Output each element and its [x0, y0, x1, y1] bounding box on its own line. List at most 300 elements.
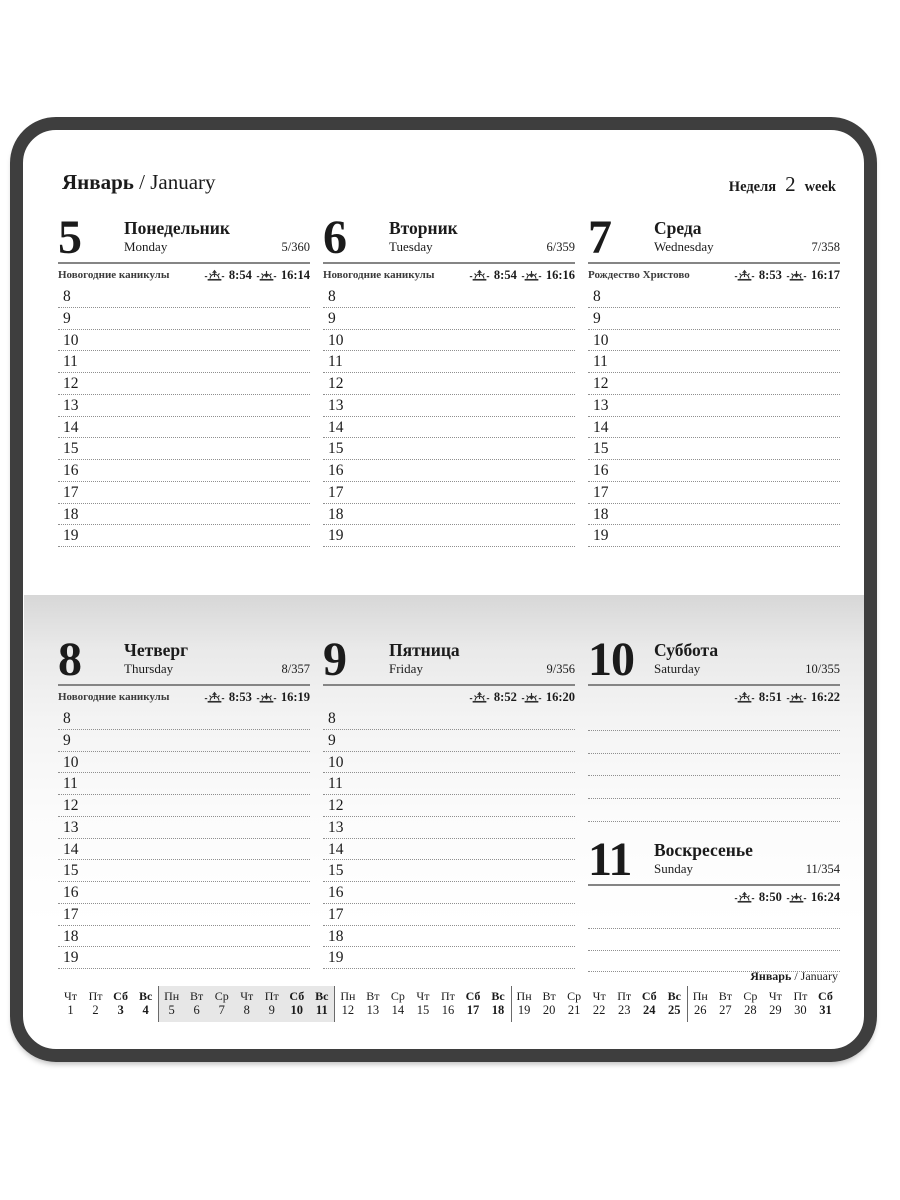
hour-label: 9 — [328, 731, 336, 749]
mini-calendar-day-28 — [738, 986, 763, 1022]
day-name-ru: Среда — [654, 218, 702, 238]
hour-row — [58, 308, 310, 330]
hour-label: 16 — [328, 462, 344, 479]
sun-times — [734, 268, 840, 283]
hour-label: 19 — [328, 949, 344, 967]
mini-calendar-dow: Чт — [416, 989, 430, 1003]
mini-calendar-date: 20 — [542, 1003, 556, 1017]
hour-label: 13 — [63, 818, 79, 836]
hour-row — [323, 308, 575, 330]
hour-row — [323, 708, 575, 730]
mini-calendar-date: 16 — [441, 1003, 455, 1017]
mini-calendar-day-8 — [234, 986, 259, 1022]
hour-label: 15 — [328, 440, 344, 458]
mini-calendar-date: 10 — [290, 1003, 304, 1017]
hour-label: 10 — [328, 753, 344, 771]
mini-calendar-dow: Вс — [315, 989, 329, 1003]
day-of-year-fraction: 8/357 — [281, 662, 310, 677]
hour-label: 15 — [63, 440, 79, 458]
sun-row — [588, 264, 840, 286]
hour-label: 17 — [593, 483, 609, 501]
blank-row — [588, 799, 840, 822]
day-name-en: Sunday — [654, 861, 693, 877]
sun-times — [204, 268, 310, 283]
sunrise-time: 8:51 — [758, 689, 782, 704]
hour-row — [58, 947, 310, 969]
mini-calendar-dow: Сб — [289, 989, 305, 1003]
hour-label: 16 — [63, 462, 79, 479]
day-name-en: Tuesday — [389, 239, 433, 255]
hour-row — [323, 417, 575, 439]
hour-row — [58, 904, 310, 926]
month-header — [62, 170, 216, 195]
mini-calendar-date: 2 — [92, 1003, 99, 1017]
sunset-icon — [256, 690, 277, 704]
day-name-ru: Воскресенье — [654, 840, 753, 860]
hour-label: 9 — [593, 309, 601, 327]
sun-row — [323, 686, 575, 708]
mini-calendar-dow: Пн — [340, 989, 356, 1003]
week-label-ru: Неделя — [728, 179, 777, 195]
mini-calendar-dow: Чт — [768, 989, 782, 1003]
hour-row — [588, 525, 840, 547]
blank-lines — [588, 908, 840, 972]
hour-label: 14 — [328, 418, 344, 436]
sunrise-icon — [204, 690, 225, 704]
hour-row — [58, 795, 310, 817]
hour-row — [58, 438, 310, 460]
hour-row — [323, 438, 575, 460]
mini-calendar-dow: Вт — [366, 989, 380, 1003]
hour-label: 19 — [63, 949, 79, 967]
hour-row — [588, 308, 840, 330]
hour-label: 9 — [63, 309, 71, 327]
holiday-note: Новогодние каникулы — [58, 269, 170, 281]
hour-row — [58, 504, 310, 526]
sunset-time: 16:19 — [280, 689, 310, 704]
day-of-year-fraction: 7/358 — [811, 240, 840, 255]
mini-calendar-day-25 — [662, 986, 688, 1022]
day-of-year-fraction: 5/360 — [281, 240, 310, 255]
hour-label: 19 — [63, 527, 79, 545]
hour-row — [58, 395, 310, 417]
day-name-ru: Вторник — [389, 218, 458, 238]
mini-calendar-dow: Вс — [138, 989, 153, 1003]
hour-label: 12 — [63, 797, 79, 814]
mini-calendar-date: 15 — [416, 1003, 430, 1017]
hour-label: 15 — [63, 862, 79, 880]
mini-calendar-day-13 — [360, 986, 385, 1022]
sun-row — [588, 686, 840, 708]
mini-calendar-day-22 — [587, 986, 612, 1022]
day-name-en: Monday — [124, 239, 168, 255]
hour-lines — [58, 286, 310, 547]
mini-calendar-day-6 — [184, 986, 209, 1022]
hour-row — [58, 752, 310, 774]
sun-times — [734, 890, 840, 905]
hour-row — [588, 395, 840, 417]
mini-calendar-day-11 — [309, 986, 335, 1022]
sunset-icon — [521, 268, 542, 282]
hour-label: 13 — [63, 396, 79, 414]
sun-times — [204, 690, 310, 705]
sunrise-icon — [734, 690, 755, 704]
hour-label: 10 — [328, 331, 344, 349]
day-of-year-fraction: 9/356 — [546, 662, 575, 677]
hour-label: 9 — [328, 309, 336, 327]
hour-label: 11 — [328, 353, 343, 371]
day-name-en: Thursday — [124, 661, 174, 677]
mini-calendar-dow: Чт — [63, 989, 78, 1003]
hour-row — [58, 330, 310, 352]
mini-calendar-date: 11 — [315, 1003, 328, 1017]
hour-row — [323, 860, 575, 882]
hour-row — [58, 926, 310, 948]
day-number: 9 — [323, 633, 346, 686]
hour-label: 17 — [328, 905, 344, 923]
sunset-time: 16:20 — [545, 689, 575, 704]
day-name-en: Friday — [389, 661, 423, 677]
hour-row — [323, 773, 575, 795]
mini-calendar-dow: Пт — [88, 989, 103, 1003]
mini-calendar-date: 25 — [668, 1003, 681, 1017]
hour-label: 18 — [328, 505, 344, 523]
mini-calendar-dow: Ср — [567, 989, 582, 1003]
hour-row — [58, 286, 310, 308]
mini-calendar-strip — [58, 986, 838, 1022]
mini-calendar-date: 24 — [642, 1003, 656, 1017]
day-number: 6 — [323, 211, 346, 264]
mini-calendar-date: 5 — [168, 1003, 175, 1017]
hour-label: 16 — [63, 884, 79, 901]
hour-row — [58, 773, 310, 795]
mini-calendar-day-17 — [461, 986, 486, 1022]
hour-label: 13 — [328, 818, 344, 836]
sunset-icon — [786, 890, 807, 904]
sun-row — [58, 686, 310, 708]
sunrise-icon — [469, 690, 490, 704]
day-of-year-fraction: 11/354 — [805, 862, 840, 877]
hour-row — [588, 417, 840, 439]
hour-row — [323, 504, 575, 526]
hour-row — [58, 460, 310, 482]
mini-calendar-day-2 — [83, 986, 108, 1022]
day-name-ru: Пятница — [389, 640, 460, 660]
hour-label: 12 — [328, 797, 344, 814]
mini-calendar-day-4 — [133, 986, 159, 1022]
mini-calendar-day-27 — [713, 986, 738, 1022]
sunrise-icon — [734, 268, 755, 282]
day-header — [323, 211, 575, 264]
blank-row — [588, 708, 840, 731]
sunrise-time: 8:52 — [493, 689, 517, 704]
hour-row — [323, 330, 575, 352]
mini-calendar-date: 6 — [193, 1003, 200, 1017]
mini-calendar-day-1 — [58, 986, 83, 1022]
hour-row — [323, 839, 575, 861]
mini-calendar-dow: Чт — [592, 989, 606, 1003]
hour-row — [323, 817, 575, 839]
mini-calendar-date: 31 — [819, 1003, 832, 1017]
mini-calendar-day-19 — [512, 986, 537, 1022]
hour-row — [323, 926, 575, 948]
week-number: 2 — [785, 172, 796, 196]
hour-label: 19 — [328, 527, 344, 545]
mini-calendar-dow: Ср — [214, 989, 229, 1003]
mini-calendar-dow: Сб — [465, 989, 481, 1003]
hour-row — [588, 351, 840, 373]
hour-label: 14 — [328, 840, 344, 858]
mini-calendar-date: 3 — [117, 1003, 124, 1017]
hour-row — [323, 882, 575, 904]
week-indicator — [729, 172, 836, 197]
hour-row — [588, 460, 840, 482]
hour-label: 18 — [63, 927, 79, 945]
hour-row — [588, 286, 840, 308]
sunset-icon — [521, 690, 542, 704]
mini-calendar-date: 30 — [794, 1003, 807, 1017]
mini-calendar-dow: Пт — [264, 989, 279, 1003]
mini-calendar-day-20 — [537, 986, 562, 1022]
holiday-note: Новогодние каникулы — [58, 691, 170, 703]
hour-row — [588, 482, 840, 504]
hour-label: 8 — [328, 710, 336, 727]
mini-calendar-dow: Вт — [190, 989, 204, 1003]
mini-calendar-dow: Пн — [516, 989, 532, 1003]
mini-calendar-title — [588, 969, 838, 984]
mini-calendar-day-24 — [637, 986, 662, 1022]
mini-calendar-date: 13 — [366, 1003, 380, 1017]
holiday-note: Новогодние каникулы — [323, 269, 435, 281]
mini-calendar-dow: Ср — [390, 989, 405, 1003]
mini-calendar-dow: Чт — [240, 989, 254, 1003]
mini-calendar-date: 22 — [592, 1003, 606, 1017]
mini-calendar-date: 14 — [391, 1003, 405, 1017]
sunrise-icon — [469, 268, 490, 282]
sunrise-time: 8:50 — [758, 889, 782, 904]
blank-row — [588, 776, 840, 799]
mini-calendar-date: 23 — [617, 1003, 631, 1017]
day-card-tuesday — [323, 211, 575, 547]
day-number: 7 — [588, 211, 611, 264]
mini-calendar-date: 27 — [719, 1003, 732, 1017]
hour-row — [323, 460, 575, 482]
day-of-year-fraction: 6/359 — [546, 240, 575, 255]
sunrise-time: 8:53 — [228, 689, 252, 704]
sun-row — [588, 886, 840, 908]
week-label-en: week — [804, 179, 836, 195]
hour-row — [588, 438, 840, 460]
day-number: 8 — [58, 633, 81, 686]
mini-calendar-date: 1 — [67, 1003, 74, 1017]
sunset-icon — [786, 690, 807, 704]
mini-calendar-day-9 — [259, 986, 284, 1022]
mini-calendar-day-23 — [612, 986, 637, 1022]
blank-lines — [588, 708, 840, 822]
hour-row — [58, 860, 310, 882]
hour-row — [58, 839, 310, 861]
sunset-icon — [256, 268, 277, 282]
mini-calendar-date: 18 — [491, 1003, 505, 1017]
sunrise-time: 8:54 — [228, 267, 252, 282]
day-card-saturday — [588, 633, 840, 822]
hour-label: 13 — [593, 396, 609, 414]
hour-label: 18 — [593, 505, 609, 523]
hour-row — [323, 482, 575, 504]
month-name-en: / January — [139, 170, 216, 194]
hour-label: 11 — [328, 775, 343, 793]
mini-calendar-dow: Вс — [491, 989, 505, 1003]
hour-label: 17 — [63, 905, 79, 923]
day-name-ru: Четверг — [124, 640, 189, 660]
sun-times — [734, 690, 840, 705]
hour-row — [58, 817, 310, 839]
mini-calendar-day-3 — [108, 986, 133, 1022]
sunset-time: 16:14 — [280, 267, 310, 282]
hour-row — [323, 395, 575, 417]
day-name-en: Saturday — [654, 661, 701, 677]
hour-row — [323, 373, 575, 395]
hour-row — [58, 351, 310, 373]
mini-calendar-date: 7 — [218, 1003, 225, 1017]
mini-calendar-day-16 — [435, 986, 460, 1022]
day-card-sunday — [588, 833, 840, 972]
hour-label: 17 — [63, 483, 79, 501]
hour-label: 8 — [63, 710, 71, 727]
hour-lines — [58, 708, 310, 969]
mini-calendar-day-5 — [159, 986, 184, 1022]
sun-times — [469, 268, 575, 283]
mini-calendar-month-ru: Январь — [750, 969, 792, 983]
hour-row — [58, 708, 310, 730]
mini-calendar-dow: Пт — [441, 989, 455, 1003]
hour-row — [323, 525, 575, 547]
holiday-note: Рождество Христово — [588, 269, 690, 281]
hour-row — [58, 482, 310, 504]
hour-label: 9 — [63, 731, 71, 749]
sunset-time: 16:24 — [810, 889, 840, 904]
mini-calendar-day-18 — [486, 986, 512, 1022]
mini-calendar-dow: Пн — [692, 989, 708, 1003]
mini-calendar-dow: Вс — [667, 989, 681, 1003]
blank-row — [588, 731, 840, 754]
day-card-thursday — [58, 633, 310, 969]
mini-calendar-date: 4 — [142, 1003, 149, 1017]
mini-calendar-day-30 — [788, 986, 813, 1022]
mini-calendar-day-21 — [562, 986, 587, 1022]
mini-calendar-date: 26 — [694, 1003, 707, 1017]
sunrise-time: 8:53 — [758, 267, 782, 282]
sunrise-time: 8:54 — [493, 267, 517, 282]
day-header — [588, 833, 840, 886]
hour-label: 16 — [328, 884, 344, 901]
hour-label: 11 — [63, 353, 78, 371]
hour-label: 14 — [63, 840, 79, 858]
hour-label: 19 — [593, 527, 609, 545]
mini-calendar-dow: Ср — [743, 989, 758, 1003]
mini-calendar-date: 29 — [769, 1003, 782, 1017]
day-card-wednesday — [588, 211, 840, 547]
day-number: 10 — [588, 633, 634, 686]
blank-row — [588, 929, 840, 950]
hour-row — [588, 373, 840, 395]
day-card-monday — [58, 211, 310, 547]
hour-row — [323, 795, 575, 817]
sun-times — [469, 690, 575, 705]
mini-calendar-date: 19 — [517, 1003, 531, 1017]
hour-label: 18 — [63, 505, 79, 523]
day-card-friday — [323, 633, 575, 969]
mini-calendar-day-31 — [813, 986, 838, 1022]
hour-label: 11 — [593, 353, 608, 371]
mini-calendar-date: 28 — [744, 1003, 757, 1017]
hour-row — [58, 373, 310, 395]
hour-row — [323, 730, 575, 752]
hour-row — [323, 286, 575, 308]
mini-calendar-date: 8 — [243, 1003, 250, 1017]
mini-calendar-day-29 — [763, 986, 788, 1022]
hour-row — [323, 752, 575, 774]
mini-calendar-day-12 — [335, 986, 360, 1022]
day-header — [588, 633, 840, 686]
sunrise-icon — [204, 268, 225, 282]
hour-label: 12 — [593, 375, 609, 392]
day-header — [588, 211, 840, 264]
hour-label: 10 — [63, 331, 79, 349]
blank-row — [588, 754, 840, 777]
hour-label: 13 — [328, 396, 344, 414]
hour-row — [588, 330, 840, 352]
hour-row — [323, 947, 575, 969]
hour-label: 12 — [63, 375, 79, 392]
day-number: 11 — [588, 833, 632, 886]
hour-label: 11 — [63, 775, 78, 793]
mini-calendar-dow: Вт — [718, 989, 732, 1003]
sunset-time: 16:17 — [810, 267, 840, 282]
mini-calendar-day-10 — [284, 986, 309, 1022]
hour-row — [588, 504, 840, 526]
hour-row — [58, 730, 310, 752]
hour-label: 8 — [593, 288, 601, 305]
hour-label: 10 — [593, 331, 609, 349]
day-name-en: Wednesday — [654, 239, 714, 255]
day-name-ru: Понедельник — [124, 218, 230, 238]
hour-label: 14 — [63, 418, 79, 436]
mini-calendar-dow: Вт — [542, 989, 556, 1003]
day-of-year-fraction: 10/355 — [805, 662, 840, 677]
sunset-time: 16:22 — [810, 689, 840, 704]
day-name-ru: Суббота — [654, 640, 719, 660]
mini-calendar-date: 12 — [341, 1003, 355, 1017]
day-header — [58, 211, 310, 264]
blank-row — [588, 908, 840, 929]
mini-calendar-day-26 — [688, 986, 713, 1022]
day-header — [323, 633, 575, 686]
mini-calendar-dow: Пн — [164, 989, 180, 1003]
hour-label: 15 — [593, 440, 609, 458]
sunset-icon — [786, 268, 807, 282]
day-number: 5 — [58, 211, 81, 264]
hour-row — [323, 904, 575, 926]
mini-calendar-date: 9 — [268, 1003, 275, 1017]
mini-calendar-day-7 — [209, 986, 234, 1022]
hour-lines — [323, 708, 575, 969]
hour-label: 18 — [328, 927, 344, 945]
mini-calendar-day-14 — [385, 986, 410, 1022]
hour-label: 16 — [593, 462, 609, 479]
mini-calendar-dow: Пт — [617, 989, 632, 1003]
sunrise-icon — [734, 890, 755, 904]
